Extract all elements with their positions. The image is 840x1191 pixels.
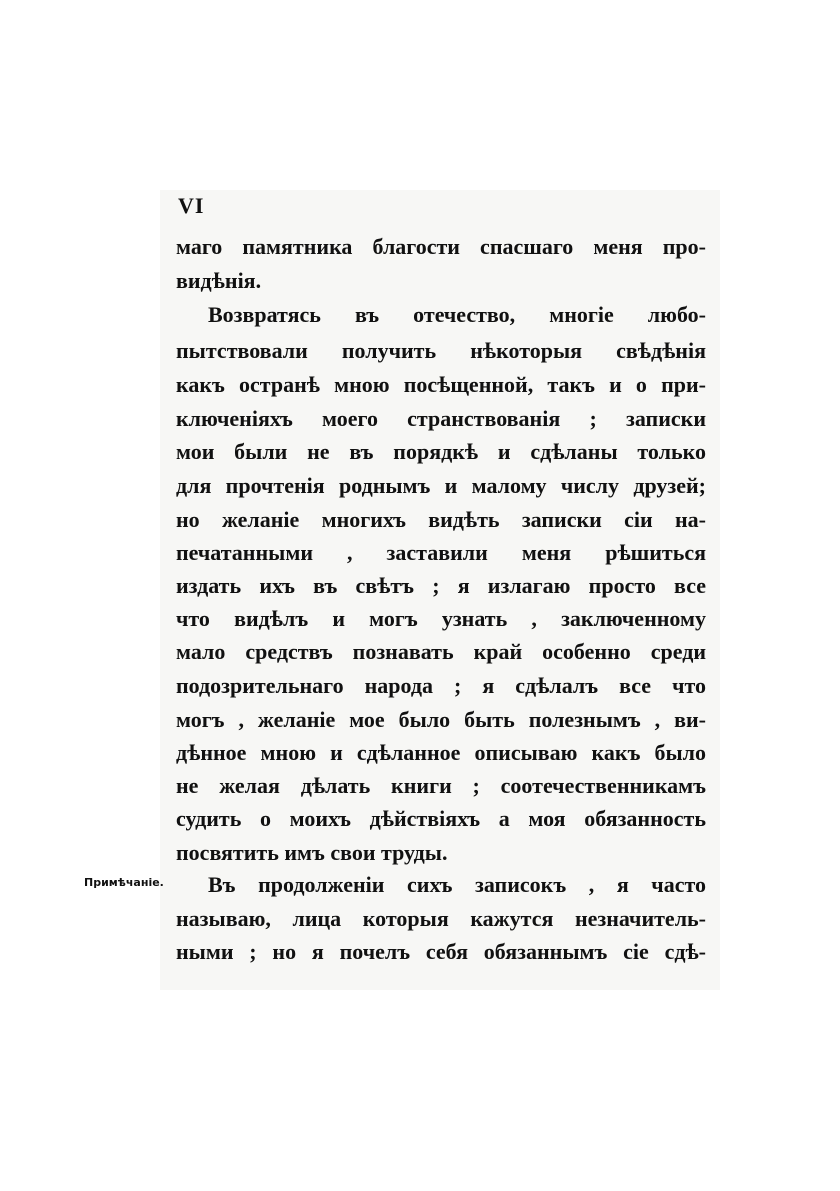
text-line: ными ; но я почелъ себя обязаннымъ сіе сдѣ-	[176, 939, 706, 964]
text-line: не желая дѣлать книги ; соотечественникамъ	[176, 773, 706, 798]
text-line: судить о моихъ дѣйствіяхъ а моя обязанность	[176, 806, 706, 831]
text-line: Возвратясь въ отечество, многіе любо-	[208, 302, 706, 327]
text-line: мало средствъ познавать край особенно среди	[176, 639, 706, 664]
text-line: Въ продолженіи сихъ записокъ , я часто	[208, 872, 706, 897]
text-line: издать ихъ въ свѣтъ ; я излагаю просто все	[176, 573, 706, 598]
text-line: что видѣлъ и могъ узнать , заключенному	[176, 606, 706, 631]
page-number: VI	[178, 193, 205, 218]
text-line: подозрительнаго народа ; я сдѣлалъ все что	[176, 673, 706, 698]
text-line: могъ , желаніе мое было быть полезнымъ , ви-	[176, 707, 706, 732]
text-line: называю, лица которыя кажутся незначитель-	[176, 906, 706, 931]
text-line: ключеніяхъ моего странствованія ; записки	[176, 406, 706, 431]
text-line: видѣнія.	[176, 268, 262, 293]
text-line: для прочтенія роднымъ и малому числу друзей;	[176, 473, 706, 498]
text-line: но желаніе многихъ видѣть записки сіи на-	[176, 507, 706, 532]
text-line: мои были не въ порядкѣ и сдѣланы только	[176, 439, 706, 464]
text-line: посвятить имъ свои труды.	[176, 840, 448, 865]
text-line: дѣнное мною и сдѣланное описываю какъ было	[176, 740, 706, 765]
text-line: какъ остранѣ мною посѣщенной, такъ и о при-	[176, 372, 706, 397]
margin-note: Примѣчаніе.	[84, 876, 164, 889]
text-line: маго памятника благости спасшаго меня про-	[176, 234, 706, 259]
text-line: пытствовали получить нѣкоторыя свѣдѣнія	[176, 338, 706, 363]
text-line: печатанными , заставили меня рѣшиться	[176, 540, 706, 565]
